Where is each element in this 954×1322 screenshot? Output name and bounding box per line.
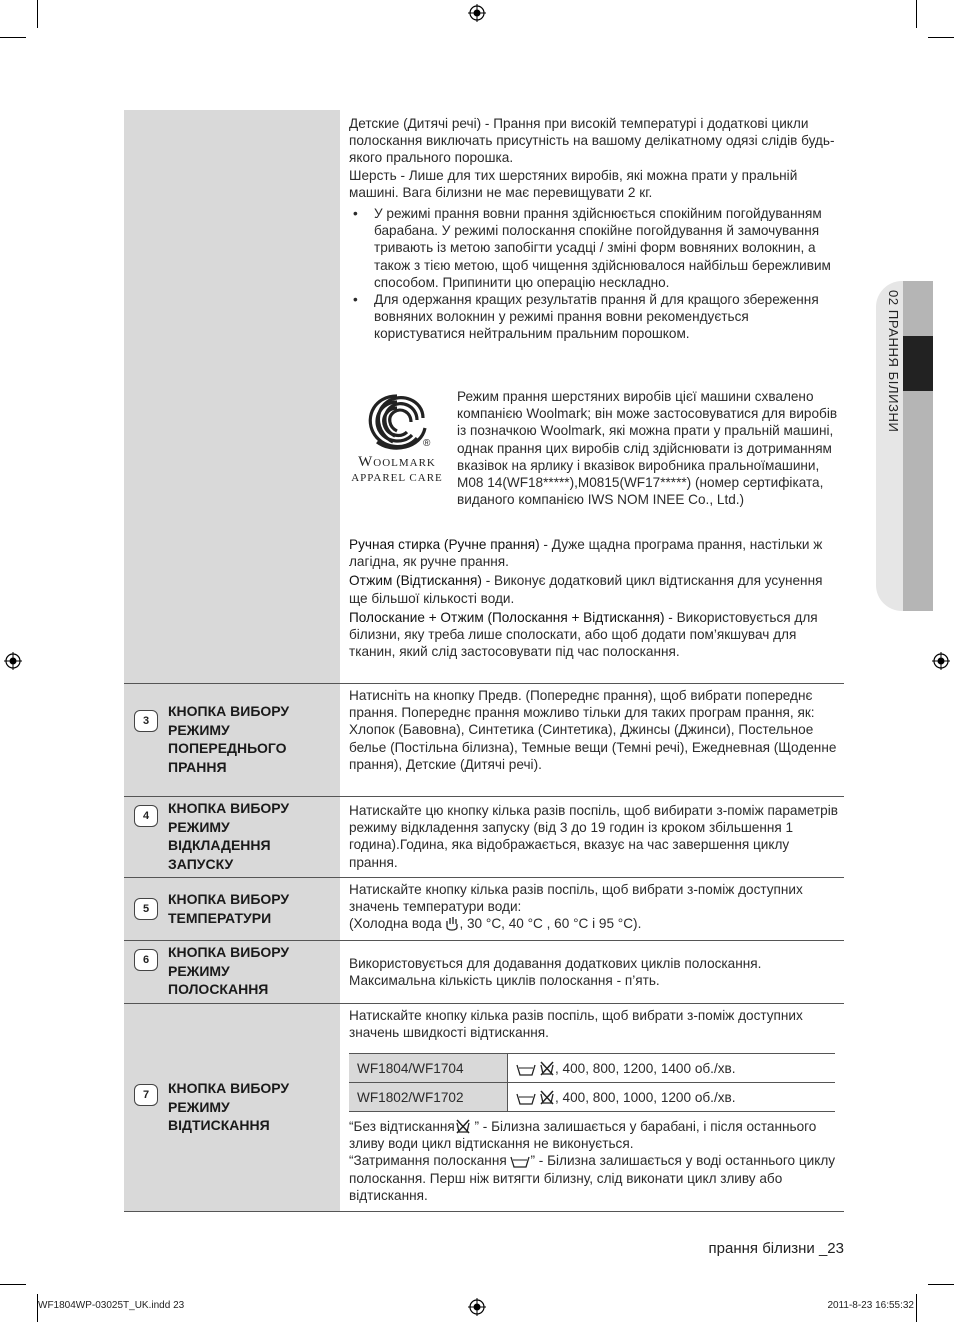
- print-date: 2011-8-23 16:55:32: [827, 1300, 914, 1311]
- crop-mark: [928, 1284, 954, 1285]
- row-divider: [124, 683, 844, 684]
- temperature-text: Натискайте кнопку кілька разів поспіль, щоб вибрати з-поміж доступних значень температури води:: [349, 882, 803, 915]
- page-number: прання білизни _23: [708, 1240, 844, 1257]
- woolmark-wordmark: Woolmark: [358, 454, 436, 470]
- rinse-hold-icon: [516, 1093, 536, 1105]
- row-divider: [124, 796, 844, 797]
- file-name: WF1804WP-03025T_UK.indd 23: [38, 1300, 185, 1311]
- list-item: • У режимі прання вовни прання здійснюється спокійним погойдуванням барабана. У режимі полоскання спокійне погойдування й замочування тривають із метою запобігти усадці / зміні форм вовняних волокнин, а також з тією метою, щоб чищення здійснювалося найбільш бережливим способом. Припинити цю операцію нескладно.: [349, 205, 839, 291]
- rinse-hold-note-title: “Затримання полоскання: [349, 1153, 511, 1169]
- registration-mark-icon: [4, 652, 22, 670]
- row-label-rinse: КНОПКА ВИБОРУ РЕЖИМУ ПОЛОСКАННЯ: [168, 944, 290, 997]
- children-mode-text: Детские (Дитячі речі) - Прання при високій температурі і додаткові цикли полоскання виключать присутність на вашому делікатному одязі слідів будь-якого прального порошка.: [349, 116, 835, 166]
- no-spin-icon: [539, 1061, 555, 1076]
- temperature-values-prefix: (Холодна вода: [349, 916, 446, 932]
- spin-text: - Виконує додатковий цикл відтискання для усунення ще більшої кількості води.: [349, 573, 823, 606]
- cold-water-icon: [445, 916, 459, 931]
- row-divider: [124, 940, 844, 941]
- spin-title: Отжим (Відтискання): [349, 573, 482, 589]
- rinse-spin-text: - Використовується для білизни, яку треба лише сполоскати, або щоб додати пом’якшувач для тканин, який слід застосовувати під час полоскання.: [349, 609, 818, 660]
- hand-wash-text: - Дуже щадна програма прання, настільки ж лагідна, як ручне прання.: [349, 537, 823, 570]
- woolmark-logo: [347, 390, 447, 490]
- row-divider: [124, 1003, 844, 1004]
- crop-mark: [916, 0, 917, 28]
- woolmark-description: Режим прання шерстяних виробів цієї машини схвалено компанією Woolmark; він може застосовуватися для виробів із позначкою Woolmark, які можна прати у пральній машині, однак прання цих виробів слід здійснювати із дотриманням вказівок на ярлику і вказівок виробника пральноїмашини, M08 14(WF18*****),M0815(WF17*****) (номер сертифіката, виданого компанією IWS NOM INEE Co., Ltd.): [457, 389, 838, 508]
- table-row: [349, 1054, 835, 1083]
- no-spin-icon: [539, 1090, 555, 1105]
- crop-mark: [916, 1294, 917, 1322]
- row-divider: [124, 877, 844, 878]
- model-cell: WF1804/WF1704: [349, 1054, 508, 1083]
- row-number-badge: 7: [134, 1084, 158, 1106]
- registration-mark-icon: [468, 4, 486, 22]
- spin-notes: [349, 1118, 839, 1204]
- rinse-spin-title: Полоскание + Отжим (Полоскання + Відтискання): [349, 609, 665, 625]
- no-spin-note-title: “Без відтискання: [349, 1119, 455, 1134]
- model-cell: WF1802/WF1702: [349, 1083, 508, 1112]
- no-spin-note-text: ” - Білизна залишається у барабані, і після останнього зливу води цикл відтискання не виконується.: [349, 1119, 817, 1152]
- wool-mode-text: Шерсть - Лише для тих шерстяних виробів, які можна прати у пральній машині. Вага білизни не має перевищувати 2 кг.: [349, 167, 798, 200]
- temperature-values: , 30 °C, 40 °C , 60 °C і 95 °C).: [459, 916, 642, 932]
- row-text-temperature: [349, 881, 839, 933]
- crop-mark: [0, 1284, 26, 1285]
- row-label-temperature: КНОПКА ВИБОРУ ТЕМПЕРАТУРИ: [168, 891, 290, 926]
- section-tab-marker: [903, 336, 933, 391]
- row-number-badge: 3: [134, 710, 158, 732]
- row-text-spin: Натискайте кнопку кілька разів поспіль, щоб вибрати з-поміж доступних значень швидкості відтискання.: [349, 1008, 803, 1041]
- registration-mark-icon: [932, 652, 950, 670]
- label-column: [124, 110, 340, 1212]
- row-label-prewash: КНОПКА ВИБОРУ РЕЖИМУ ПОПЕРЕДНЬОГО ПРАННЯ: [168, 703, 290, 775]
- woolmark-icon: [347, 390, 447, 460]
- speeds-values: , 400, 800, 1000, 1200 об./хв.: [555, 1089, 736, 1105]
- rinse-hold-icon: [516, 1064, 536, 1076]
- woolmark-registered: ®: [423, 438, 431, 449]
- row-text-rinse: Використовується для додавання додаткових циклів полоскання. Максимальна кількість циклів полоскання - п’ять.: [349, 956, 762, 989]
- crop-mark: [928, 37, 954, 38]
- row-label-delay: КНОПКА ВИБОРУ РЕЖИМУ ВІДКЛАДЕННЯ ЗАПУСКУ: [168, 800, 290, 872]
- rinse-hold-note-text: ” - Білизна залишається у воді останнього циклу полоскання. Перш ніж витягти білизну, слід виконати цикл зливу або відтискання.: [349, 1153, 836, 1203]
- extra-modes-description: [349, 536, 839, 660]
- row-number-badge: 4: [134, 805, 158, 827]
- row-text-delay: Натискайте цю кнопку кілька разів поспіль, щоб вибирати з-поміж параметрів режиму відкладення запуску (від 3 до 19 годин із кроком збільшення 1 година).Година, яка відображається, вказує на час завершення циклу прання.: [349, 803, 838, 870]
- crop-mark: [0, 37, 26, 38]
- rinse-hold-icon: [510, 1156, 530, 1168]
- no-spin-icon: [455, 1119, 471, 1134]
- list-item: • Для одержання кращих результатів прання й для кращого збереження вовняних волокнин у режимі прання вовни рекомендується користуватися нейтральним пральним порошком.: [349, 291, 839, 343]
- row-number-badge: 6: [134, 949, 158, 971]
- section-tab-bar: [903, 281, 933, 611]
- speeds-cell: [508, 1083, 836, 1112]
- hand-wash-title: Ручная стирка (Ручне прання): [349, 537, 540, 552]
- children-wool-description: [349, 115, 839, 201]
- speeds-values: , 400, 800, 1200, 1400 об./хв.: [555, 1060, 736, 1076]
- row-label-spin: КНОПКА ВИБОРУ РЕЖИМУ ВІДТИСКАННЯ: [168, 1080, 290, 1133]
- wool-bullet-list: [349, 205, 839, 343]
- speeds-cell: [508, 1054, 836, 1083]
- row-divider: [124, 1211, 844, 1212]
- row-number-badge: 5: [134, 898, 158, 920]
- row-text-prewash: Натисніть на кнопку Предв. (Попереднє прання), щоб вибрати попереднє прання. Попереднє прання можливо тільки для таких програм прання, як: Хлопок (Бавовна), Синтетика (Синтетика), Джинсы (Джинси), Постельное белье (Постільна білизна), Темные вещи (Темні речі), Ежедневная (Щоденне прання), Детские (Дитячі речі).: [349, 688, 837, 772]
- crop-mark: [37, 0, 38, 28]
- section-tab-label: 02 ПРАННЯ БІЛИЗНИ: [886, 290, 901, 433]
- table-row: [349, 1083, 835, 1112]
- registration-mark-icon: [468, 1298, 486, 1316]
- woolmark-subline: APPAREL CARE: [351, 472, 443, 484]
- spin-speed-table: [349, 1053, 835, 1112]
